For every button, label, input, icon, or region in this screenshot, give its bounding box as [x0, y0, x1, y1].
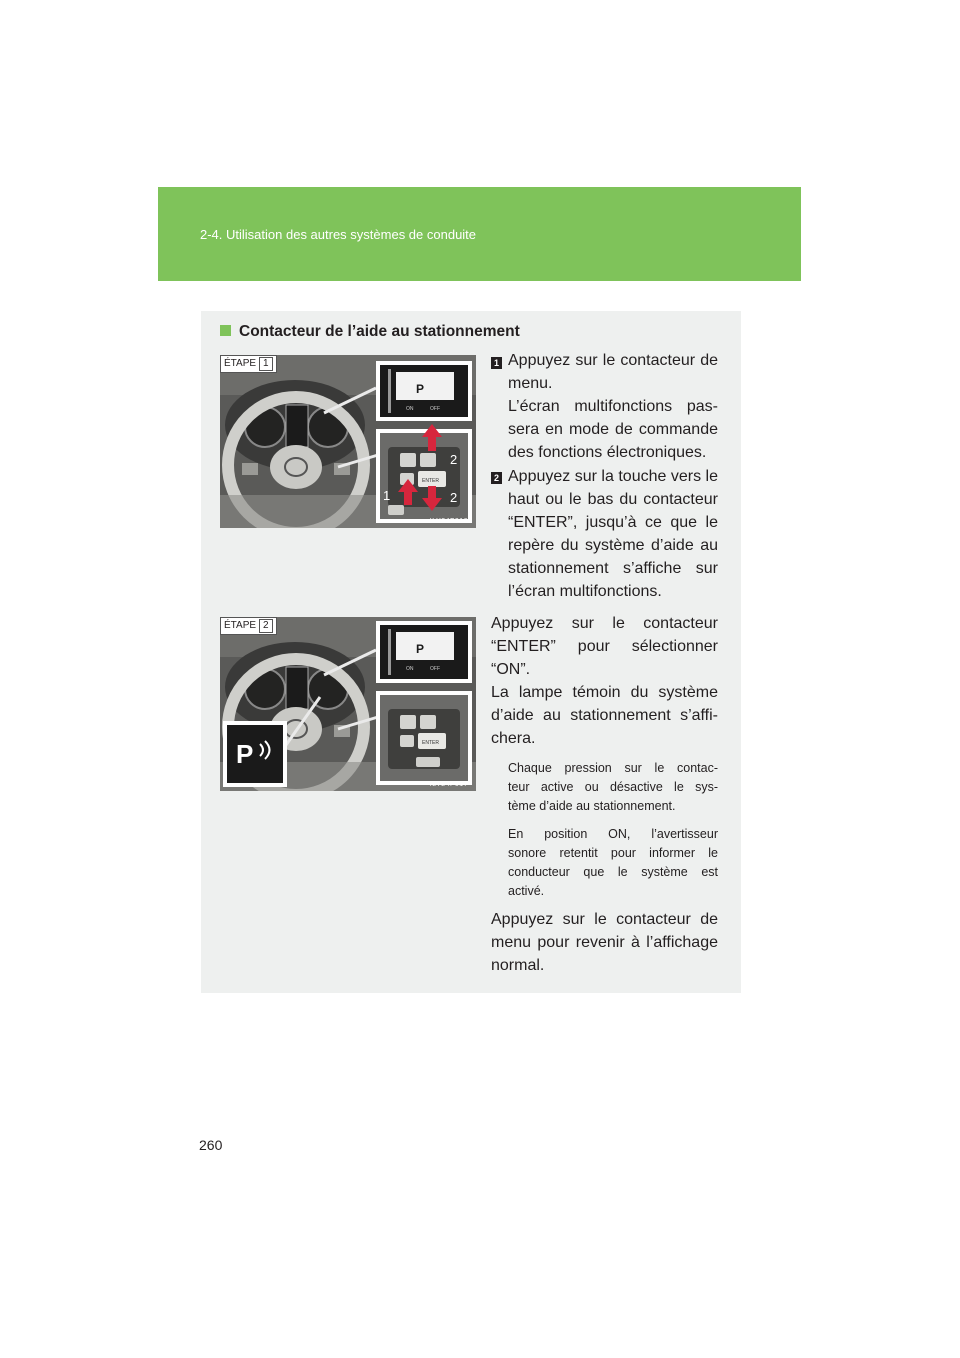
figure-code: ILY24F017 — [429, 781, 468, 788]
step2-text: Appuyez sur le contacteur “ENTER” pour sélectionner “ON”. La lampe témoin du système d’aide au stationnement s’affi- chera. — [491, 615, 718, 747]
item-badge: 2 — [491, 472, 502, 484]
option-off-label: OFF — [430, 666, 440, 672]
callout-number: 2 — [450, 452, 458, 467]
step-label: ÉTAPE 1 — [220, 355, 277, 373]
step1-item-1: Appuyez sur le contacteur de menu. L’écran multifonctions pas- sera en mode de commande des fonctions électroniques. — [508, 352, 718, 461]
enter-switch-label: ENTER — [422, 478, 439, 484]
steering-wheel-illustration-2 — [220, 617, 476, 791]
option-on-label: ON — [406, 666, 414, 672]
chapter-header — [158, 187, 801, 281]
figure-step-1 — [220, 355, 476, 528]
callout-number: 2 — [450, 490, 458, 505]
step3-text: Appuyez sur le contacteur de menu pour revenir à l’affichage normal. — [491, 911, 718, 974]
option-on-label: ON — [406, 406, 414, 412]
step-label: ÉTAPE 2 — [220, 617, 277, 635]
callout-number: 1 — [383, 488, 391, 503]
note-1: Chaque pression sur le contac- teur active ou désactive le sys- tème d’aide au stationnement. — [508, 761, 718, 813]
parking-icon: P — [416, 642, 425, 656]
section-title: Contacteur de l’aide au stationnement — [220, 323, 520, 341]
figure-step-2 — [220, 617, 476, 791]
steering-wheel-illustration-1 — [220, 355, 476, 528]
parking-icon: P — [416, 382, 425, 396]
enter-switch-label: ENTER — [422, 740, 439, 746]
parking-indicator-icon: P — [236, 739, 254, 769]
figure-code: ILY24F016 — [429, 518, 468, 525]
note-2: En position ON, l’avertisseur sonore retentit pour informer le conducteur que le système est activé. — [508, 827, 718, 898]
square-bullet-icon — [220, 325, 231, 336]
page-number: 260 — [199, 1137, 223, 1153]
step1-item-2: Appuyez sur la touche vers le haut ou le bas du contacteur “ENTER”, jusqu’à ce que le repère du système d’aide au stationnement s’affiche sur l’écran multifonctions. — [508, 468, 718, 600]
item-badge: 1 — [491, 357, 502, 369]
chapter-title: 2-4. Utilisation des autres systèmes de conduite — [200, 227, 477, 242]
option-off-label: OFF — [430, 406, 440, 412]
